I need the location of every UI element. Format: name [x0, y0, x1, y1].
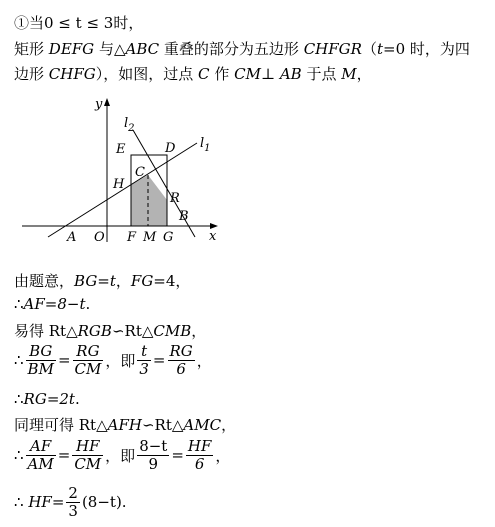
segment-cm: CM	[234, 65, 261, 83]
therefore-symbol: ∴	[14, 351, 24, 369]
text: 矩形	[14, 40, 45, 58]
equals: =	[51, 493, 65, 511]
label-b: B	[179, 209, 189, 224]
label-m: M	[143, 230, 157, 245]
solution-line-5	[14, 390, 80, 408]
fraction: $\frac{RG}{6}$	[169, 341, 193, 378]
label-l1: $l_1$	[200, 136, 211, 154]
solution-line-4	[14, 342, 212, 378]
triangle-cmb: CMB	[153, 322, 192, 340]
quad-name: CHFG	[48, 65, 96, 83]
expr-rg: RG=2t	[23, 390, 75, 408]
text: ），如图，过点	[95, 65, 194, 83]
expr-value: 8−t	[57, 295, 86, 313]
fraction: $\frac{8-t}{9}$	[139, 436, 168, 473]
text: ∽Rt△	[111, 322, 154, 340]
text: （	[361, 40, 377, 58]
label-g: G	[163, 230, 174, 245]
text: 边形	[14, 65, 45, 83]
point-c: C	[198, 65, 210, 83]
text: ，	[115, 272, 131, 290]
intro-line-2	[14, 38, 470, 59]
fraction: $\frac{HF}{6}$	[187, 436, 212, 473]
expr-8-minus-t: (8−t)	[81, 493, 122, 511]
triangle-name: ABC	[125, 40, 160, 58]
text: 作	[214, 65, 230, 83]
perp-symbol: ⊥	[260, 65, 276, 83]
expr-fg: FG=	[130, 272, 166, 290]
segment-ab: AB	[279, 65, 302, 83]
text: ，	[215, 446, 231, 465]
label-e: E	[116, 142, 126, 157]
text: 由题意，	[14, 272, 75, 290]
intro-line-1	[14, 12, 143, 33]
fraction: $\frac{2}{3}$	[68, 483, 78, 520]
point-m: M	[341, 65, 357, 83]
text: ，	[196, 351, 212, 370]
label-o: O	[94, 230, 105, 245]
label-h: H	[113, 177, 125, 192]
label-c: C	[135, 165, 145, 180]
solution-line-6	[14, 414, 236, 435]
fraction: $\frac{AF}{AM}$	[27, 436, 54, 473]
text: ∽Rt△	[141, 416, 184, 434]
triangle-rgb: RGB	[77, 322, 112, 340]
fraction: $\frac{RG}{CM}$	[74, 341, 102, 378]
label-d: D	[165, 141, 176, 156]
equals: =	[57, 446, 71, 464]
label-r: R	[170, 191, 180, 206]
therefore-symbol: ∴	[14, 446, 24, 464]
y-arrow	[104, 98, 110, 106]
text: .	[121, 493, 127, 511]
text: 于点	[306, 65, 337, 83]
intro-line-3	[14, 63, 372, 84]
solution-line-8	[14, 484, 127, 520]
solution-line-2	[14, 295, 90, 313]
therefore-symbol: ∴	[14, 493, 24, 511]
case-label: ①当0 ≤ t ≤ 3时，	[14, 14, 144, 32]
fraction: $\frac{BG}{BM}$	[27, 341, 54, 378]
text: 4，	[165, 272, 191, 290]
fraction: $\frac{t}{3}$	[139, 341, 149, 378]
text: 重叠的部分为五边形	[163, 40, 299, 58]
text: ，即	[105, 351, 136, 370]
text: 同理可得 Rt△	[14, 416, 108, 434]
text: 0 时，为四	[395, 40, 470, 58]
label-x: x	[209, 229, 217, 244]
solution-line-1	[14, 270, 190, 291]
label-a: A	[67, 230, 77, 245]
text: ，	[356, 65, 372, 83]
therefore-symbol: ∴	[14, 390, 24, 408]
triangle-afh: AFH	[107, 416, 142, 434]
text: .	[85, 295, 91, 313]
equals: =	[57, 351, 71, 369]
text: 易得 Rt△	[14, 322, 78, 340]
label-y: y	[95, 97, 103, 112]
triangle-amc: AMC	[183, 416, 222, 434]
solution-line-3	[14, 320, 206, 341]
text: 与△	[98, 40, 126, 58]
label-l2: $l_2$	[124, 116, 135, 134]
therefore-symbol: ∴	[14, 295, 24, 313]
text: ，	[191, 322, 207, 340]
expr-hf: HF	[28, 493, 52, 511]
t-var: t=	[376, 40, 396, 58]
geometry-figure	[0, 92, 260, 262]
expr-bg: BG=t	[74, 272, 116, 290]
fraction: $\frac{HF}{CM}$	[74, 436, 102, 473]
equals: =	[171, 446, 184, 464]
equals: =	[152, 351, 166, 369]
label-f: F	[127, 230, 137, 245]
solution-line-7	[14, 437, 230, 473]
expr-af: AF=	[23, 295, 58, 313]
text: ，	[221, 416, 237, 434]
shaded-region	[131, 175, 167, 226]
rect-name: DEFG	[48, 40, 95, 58]
pentagon-name: CHFGR	[303, 40, 362, 58]
text: ，即	[105, 446, 136, 465]
text: .	[74, 390, 80, 408]
